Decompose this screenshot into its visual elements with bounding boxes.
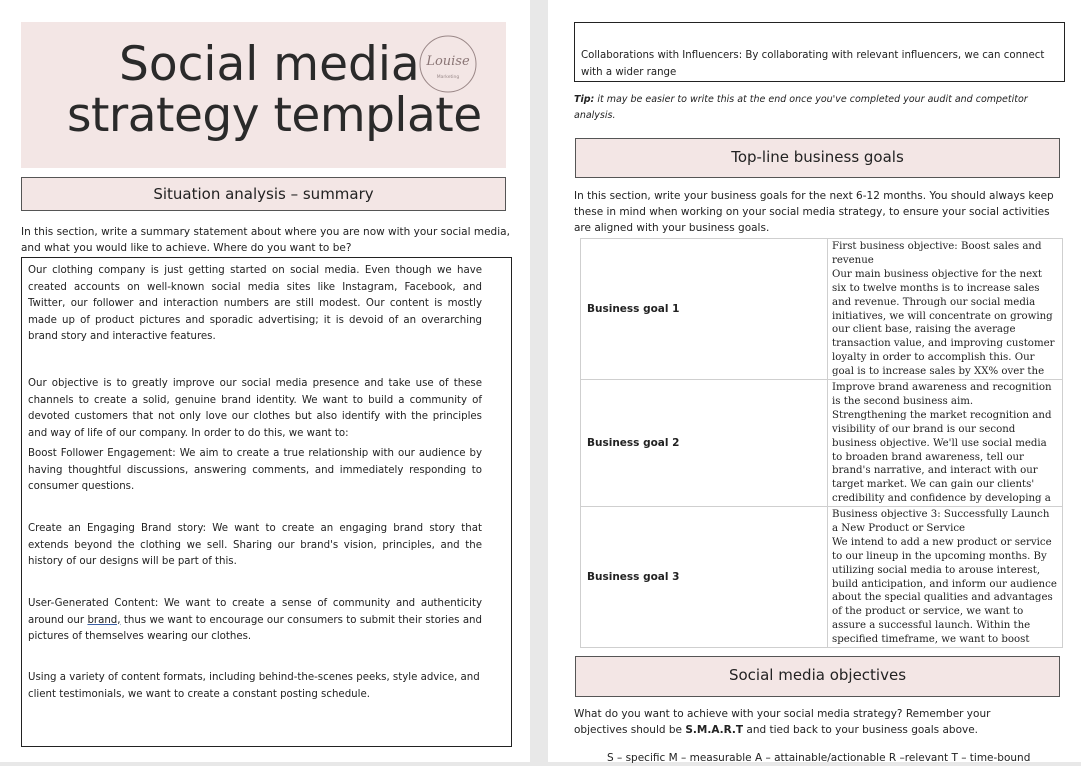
brand-logo — [418, 34, 478, 94]
table-row — [581, 239, 1063, 380]
situation-analysis-header — [21, 177, 506, 211]
objectives-intro-suffix: and tied back to your business goals above. — [743, 724, 979, 736]
goal-label: Business goal 1 — [581, 239, 828, 380]
goal-description[interactable] — [828, 239, 1063, 380]
smart-acronym: S.M.A.R.T — [685, 724, 744, 736]
business-goals-header — [575, 138, 1060, 178]
svg-text:Marketing: Marketing — [436, 75, 460, 80]
objectives-intro-prefix: What do you want to achieve with your social media strategy? Remember your objectives should be — [574, 708, 991, 736]
summary-paragraph: Boost Follower Engagement: We aim to create a true relationship with our audience by having thoughtful discussions, answering comments, and immediately responding to consumer questions. — [28, 448, 482, 492]
title-banner — [21, 22, 506, 168]
summary-paragraph: Using a variety of content formats, including behind-the-scenes peeks, style advice, and client testimonials, we want to create a constant posting schedule. — [28, 672, 480, 700]
goal-label: Business goal 3 — [581, 507, 828, 648]
social-media-objectives-header — [575, 656, 1060, 697]
situation-intro-line1: In this section, write a summary statement about where you are now with your social media, — [21, 226, 510, 238]
summary-paragraph: Our clothing company is just getting started on social media. Even though we have created accounts on well-known social media sites like Instagram, Facebook, and Twitter, our follower and interaction numbers are still modest. Our content is mostly made up of product pictures and sporadic advertising; it is devoid of an overarching brand story and interactive features. — [28, 265, 482, 342]
svg-text:Louise: Louise — [426, 54, 470, 69]
goal-description[interactable] — [828, 507, 1063, 648]
left-page — [0, 0, 530, 762]
table-row — [581, 380, 1063, 507]
business-goals-table — [580, 238, 1063, 648]
goal-description-text: Improve brand awareness and recognition is the second business aim. Strengthening the market recognition and visibility of our brand is our second business objective. We'll use social media to broaden brand awareness, tell our brand's narrative, and interact with our target market. We can gain our clients' credibility and confidence by developing a — [832, 382, 1052, 505]
goal-description[interactable] — [828, 380, 1063, 507]
goal-label: Business goal 2 — [581, 380, 828, 507]
ugc-brand-link: brand, — [87, 614, 121, 626]
situation-intro-line2: and what you would like to achieve. Where do you want to be? — [21, 242, 352, 254]
summary-paragraph — [28, 596, 482, 646]
ugc-text-prefix: User-Generated Content: We want to create a sense of community and authenticity around our — [28, 598, 482, 626]
tip-label: Tip: — [574, 94, 595, 105]
ugc-text-suffix: thus we want to encourage our consumers to submit their stories and pictures of themselves wearing our clothes. — [28, 614, 482, 642]
page-title-line2: strategy template — [67, 88, 482, 143]
collaboration-box[interactable] — [574, 22, 1065, 82]
summary-paragraph: Our objective is to greatly improve our social media presence and take use of these channels to create a solid, genuine brand identity. We want to build a community of devoted customers that not only love our clothes but also identify with the principles and way of life of our company. In order to do this, we want to: — [28, 378, 482, 439]
tip-text: it may be easier to write this at the end once you've completed your audit and competitor analysis. — [574, 94, 1028, 121]
business-goals-header-label: Top-line business goals — [731, 148, 904, 166]
situation-intro — [21, 224, 510, 256]
situation-summary-box[interactable] — [21, 257, 512, 747]
collaboration-text: Collaborations with Influencers: By collaborating with relevant influencers, we can connect with a wider range — [581, 50, 1045, 78]
objectives-header-label: Social media objectives — [728, 666, 907, 684]
smart-definition-line: S – specific M – measurable A – attainable/actionable R –relevant T – time-bound — [607, 752, 1031, 764]
situation-header-label: Situation analysis – summary — [153, 185, 374, 203]
goal-description-text: First business objective: Boost sales and revenue Our main business objective for the next six to twelve months is to increase sales and revenue. Through our social media initiatives, we will concentrate on growing our client base, raising the average transaction value, and improving customer loyalty in order to accomplish this. Our goal is to increase sales by XX% over the — [832, 241, 1055, 378]
objectives-intro — [574, 706, 1044, 738]
tip-note — [574, 92, 1044, 124]
business-goals-intro: In this section, write your business goals for the next 6-12 months. You should always keep these in mind when working on your social media strategy, to ensure your social activities are aligned with your business goals. — [574, 190, 1054, 234]
summary-paragraph: Create an Engaging Brand story: We want to create an engaging brand story that extends beyond the clothing we sell. Sharing our brand's vision, principles, and the history of our designs will be part of this. — [28, 523, 482, 567]
page-title-line1: Social media — [119, 37, 420, 92]
goal-description-text: Business objective 3: Successfully Launch a New Product or Service We intend to add a new product or service to our lineup in the upcoming months. By utilizing social media to arouse interest, build anticipation, and inform our audience about the special qualities and advantages of the product or service, we want to assure a successful launch. Within the specified timeframe, we want to boost — [832, 509, 1057, 646]
table-row — [581, 507, 1063, 648]
